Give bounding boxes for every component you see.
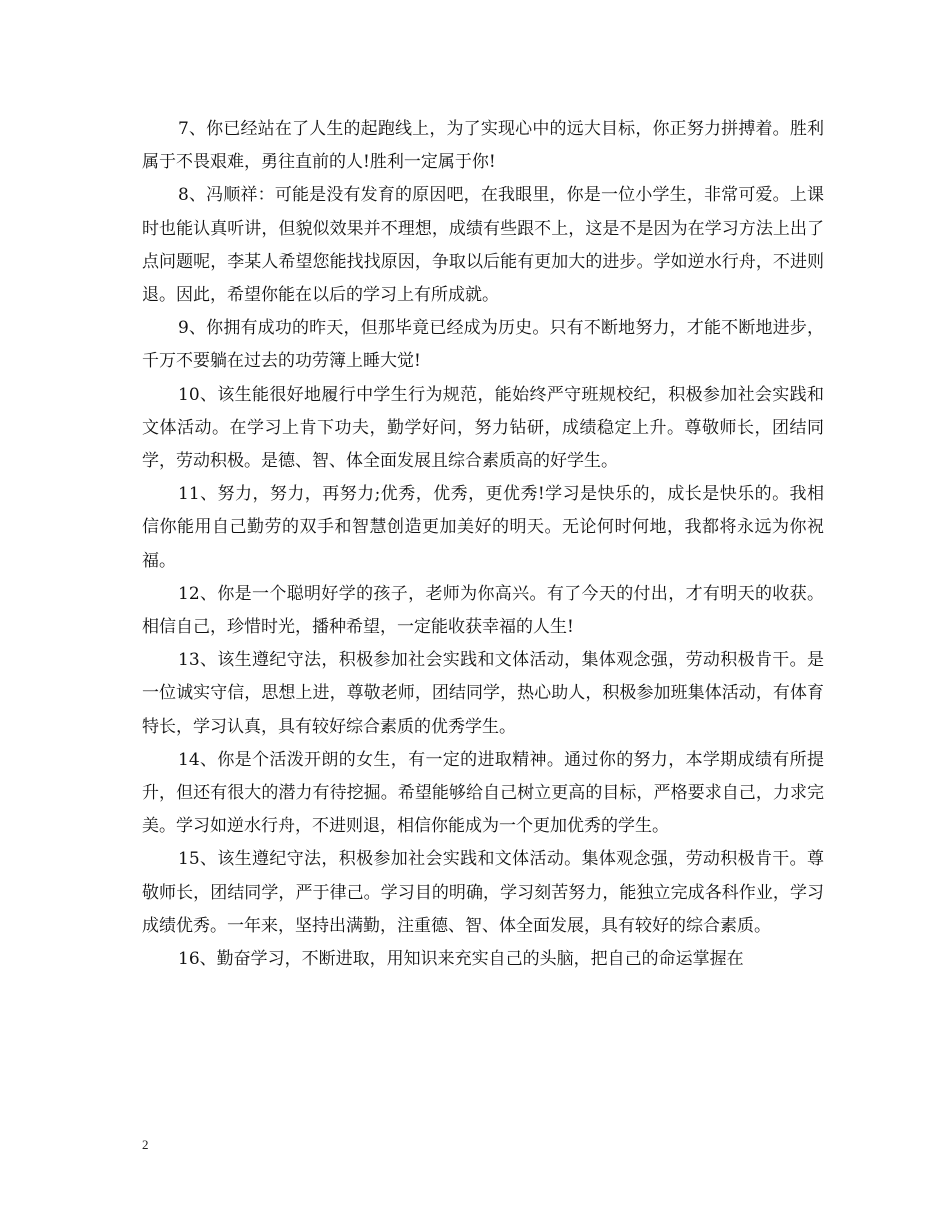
- paragraph-14: 14、你是个活泼开朗的女生，有一定的进取精神。通过你的努力，本学期成绩有所提升，但还有很大的潜力有待挖掘。希望能够给自己树立更高的目标，严格要求自己，力求完美。学习如逆水行舟，不进则退，相信你能成为一个更加优秀的学生。: [142, 749, 824, 837]
- paragraph-16: 16、勤奋学习，不断进取，用知识来充实自己的头脑，把自己的命运掌握在: [178, 949, 744, 970]
- paragraph-9: 9、你拥有成功的昨天，但那毕竟已经成为历史。只有不断地努力，才能不断地进步，千万不要躺在过去的功劳簿上睡大觉!: [142, 318, 824, 372]
- paragraph-8: 8、冯顺祥：可能是没有发育的原因吧，在我眼里，你是一位小学生，非常可爱。上课时也能认真听讲，但貌似效果并不理想，成绩有些跟不上，这是不是因为在学习方法上出了点问题呢，李某人希望您能找找原因，争取以后能有更加大的进步。学如逆水行舟，不进则退。因此，希望你能在以后的学习上有所成就。: [142, 185, 824, 306]
- paragraph-12: 12、你是一个聪明好学的孩子，老师为你高兴。有了今天的付出，才有明天的收获。相信自己，珍惜时光，播种希望，一定能收获幸福的人生!: [142, 583, 824, 638]
- paragraph-13: 13、该生遵纪守法，积极参加社会实践和文体活动，集体观念强，劳动积极肯干。是一位诚实守信，思想上进，尊敬老师，团结同学，热心助人，积极参加班集体活动，有体育特长，学习认真，具有较好综合素质的优秀学生。: [142, 650, 824, 737]
- paragraph-11: 11、努力，努力，再努力;优秀，优秀，更优秀!学习是快乐的，成长是快乐的。我相信你能用自己勤劳的双手和智慧创造更加美好的明天。无论何时何地，我都将永远为你祝福。: [142, 484, 824, 571]
- paragraph-15: 15、该生遵纪守法，积极参加社会实践和文体活动。集体观念强，劳动积极肯干。尊敬师长，团结同学，严于律己。学习目的明确，学习刻苦努力，能独立完成各科作业，学习成绩优秀。一年来，坚持出满勤，注重德、智、体全面发展，具有较好的综合素质。: [142, 849, 824, 936]
- paragraph-7: 7、你已经站在了人生的起跑线上，为了实现心中的远大目标，你正努力拼搏着。胜利属于不畏艰难，勇往直前的人!胜利一定属于你!: [142, 119, 824, 173]
- document-body: [142, 113, 824, 976]
- paragraph-10: 10、该生能很好地履行中学生行为规范，能始终严守班规校纪，积极参加社会实践和文体活动。在学习上肯下功夫，勤学好问，努力钻研，成绩稳定上升。尊敬师长，团结同学，劳动积极。是德、智、体全面发展且综合素质高的好学生。: [142, 384, 824, 472]
- page-number: 2: [142, 1137, 149, 1152]
